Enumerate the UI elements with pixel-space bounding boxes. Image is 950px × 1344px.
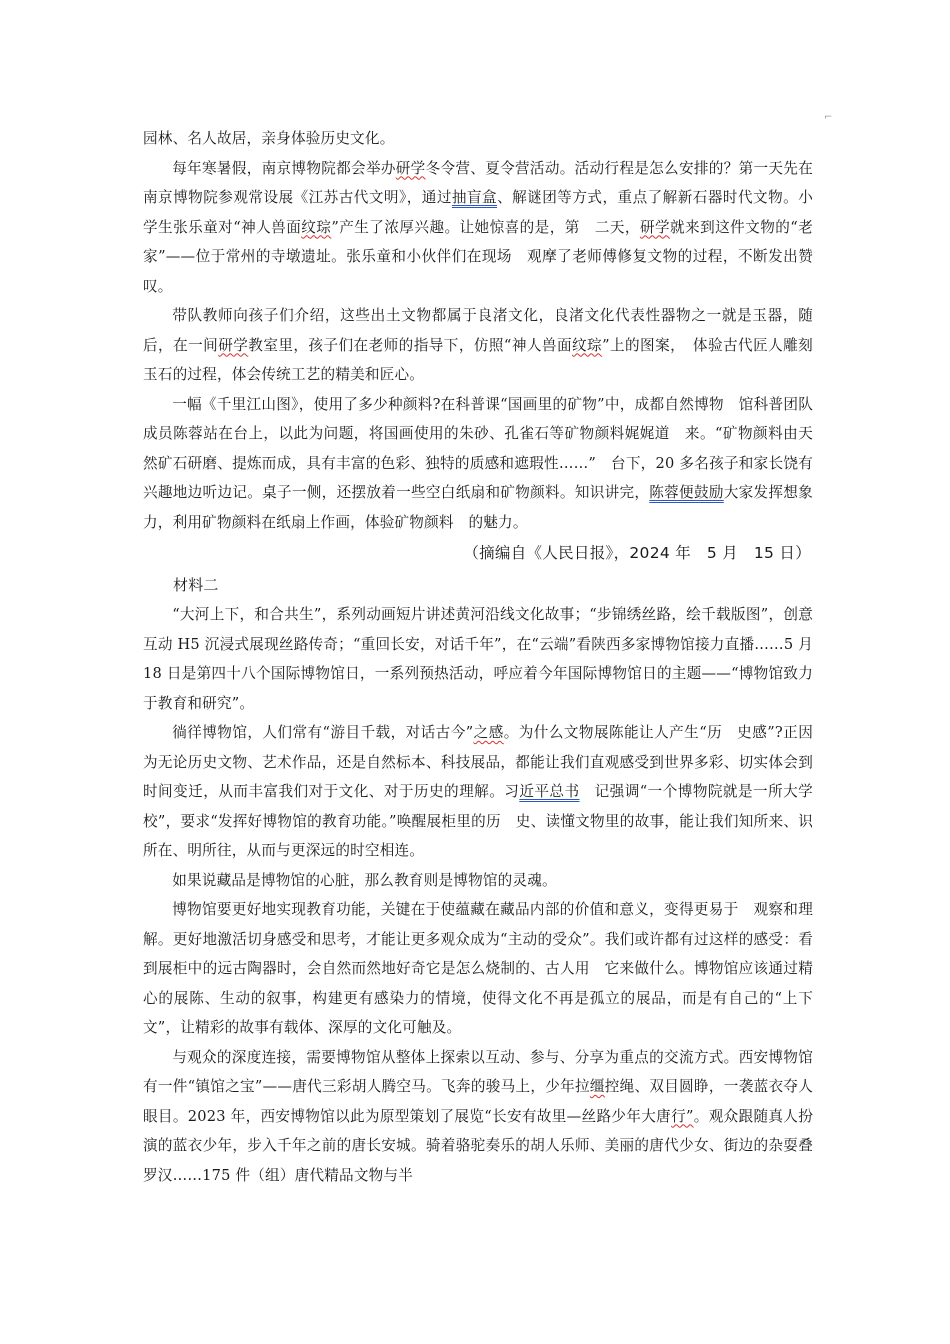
grammar-flag: 陈蓉便鼓励 bbox=[649, 484, 724, 501]
document-page bbox=[143, 124, 813, 1190]
paragraph-2: 带队教师向孩子们介绍，这些出土文物都属于良渚文化，良渚文化代表性器物之一就是玉器，随后，在一间研学教室里，孩子们在老师的指导下，仿照“神人兽面纹琮”上的图案， 体验古代匠人雕刻玉石的过程，体会传统工艺的精美和匠心。 bbox=[143, 307, 813, 383]
spell-flag: 缰 bbox=[589, 1078, 605, 1095]
paragraph-3: 一幅《千里江山图》，使用了多少种颜料?在科普课“国画里的矿物”中，成都自然博物 馆科普团队成员陈蓉站在台上，以此为问题，将国画使用的朱砂、孔雀石等矿物颜料娓娓道 来。“矿物颜料由天然矿石研磨、提炼而成，具有丰富的色彩、独特的质感和遮瑕性……” 台下，20 多名孩子和家长饶有兴趣地边听边记。桌子一侧，还摆放着一些空白纸扇和矿物颜料。知识讲完，陈蓉便鼓励大家发挥想象力，利用矿物颜料在纸扇上作画，体验矿物颜料 的魅力。 bbox=[143, 395, 813, 531]
section-heading: 材料二 bbox=[173, 576, 219, 594]
source-citation: （摘编自《人民日报》，2024 年 5 月 15 日） bbox=[463, 544, 811, 562]
paragraph-4: “大河上下，和合共生”，系列动画短片讲述黄河沿线文化故事；“步锦绣丝路，绘千载版图”，创意互动 H5 沉浸式展现丝路传奇；“重回长安，对话千年”，在“云端”看陕西多家博物馆接力直播……5 月 18 日是第四十八个国际博物馆日，一系列预热活动，呼应着今年国际博物馆日的主题——“博物馆致力于教育和研究”。 bbox=[143, 606, 813, 712]
paragraph-7: 博物馆要更好地实现教育功能，关键在于使蕴藏在藏品内部的价值和意义，变得更易于 观察和理解。更好地激活切身感受和思考，才能让更多观众成为“主动的受众”。我们或许都有过这样的感受：看到展柜中的远古陶器时，会自然而然地好奇它是怎么烧制的、古人用 它来做什么。博物馆应该通过精心的展陈、生动的叙事，构建更有感染力的情境，使得文化不再是孤立的展品，而是有自己的“上下文”，让精彩的故事有载体、深厚的文化可触及。 bbox=[143, 901, 813, 1036]
spell-flag: 纹琮 bbox=[572, 336, 603, 354]
grammar-flag: 抽盲盒 bbox=[451, 189, 498, 206]
paragraph-6: 如果说藏品是博物馆的心脏，那么教育则是博物馆的灵魂。 bbox=[172, 871, 557, 889]
spell-flag: 纹琮 bbox=[301, 218, 332, 236]
corner-mark: ⌐ bbox=[824, 112, 833, 123]
paragraph-1: 每年寒暑假，南京博物院都会举办研学冬令营、夏令营活动。活动行程是怎么安排的？第一天先在南京博物院参观常设展《江苏古代文明》，通过抽盲盒、解谜团等方式，重点了解新石器时代文物。小学生张乐童对“神人兽面纹琮”产生了浓厚兴趣。让她惊喜的是，第 二天，研学就来到这件文物的“老家”——位于常州的寺墩遗址。张乐童和小伙伴们在现场 观摩了老师傅修复文物的过程，不断发出赞叹。 bbox=[143, 159, 813, 295]
spell-flag: 之感 bbox=[473, 724, 504, 741]
spell-flag: 研学 bbox=[395, 159, 426, 177]
spell-flag: 行” bbox=[671, 1107, 694, 1125]
spell-flag: 研学 bbox=[218, 336, 249, 354]
paragraph-5: 徜徉博物馆，人们常有“游目千载，对话古今”之感。为什么文物展陈能让人产生“历 史感”?正因为无论历史文物、艺术作品，还是自然标本、科技展品，都能让我们直观感受到世界多彩、切实体会到时间变迁，从而丰富我们对于文化、对于历史的理解。习近平总书 记强调“一个博物院就是一所大学校”，要求“发挥好博物馆的教育功能。”唤醒展柜里的历 史、读懂文物里的故事，能让我们知所来、识所在、明所往，从而与更深远的时空相连。 bbox=[143, 724, 813, 859]
spell-flag: 研学 bbox=[639, 218, 671, 236]
grammar-flag: 近平总书 bbox=[519, 783, 580, 800]
paragraph-8: 与观众的深度连接，需要博物馆从整体上探索以互动、参与、分享为重点的交流方式。西安博物馆有一件“镇馆之宝”——唐代三彩胡人腾空马。飞奔的骏马上，少年拉缰控绳、双目圆睁，一袭蓝衣夺人眼目。2023 年，西安博物馆以此为原型策划了展览“长安有故里—丝路少年大唐行”。观众跟随真人扮演的蓝衣少年，步入千年之前的唐长安城。骑着骆驼奏乐的胡人乐师、美丽的唐代少女、街边的杂耍叠罗汉……175 件（组）唐代精品文物与半 bbox=[143, 1048, 814, 1184]
paragraph-0: 园林、名人故居，亲身体验历史文化。 bbox=[143, 130, 395, 147]
